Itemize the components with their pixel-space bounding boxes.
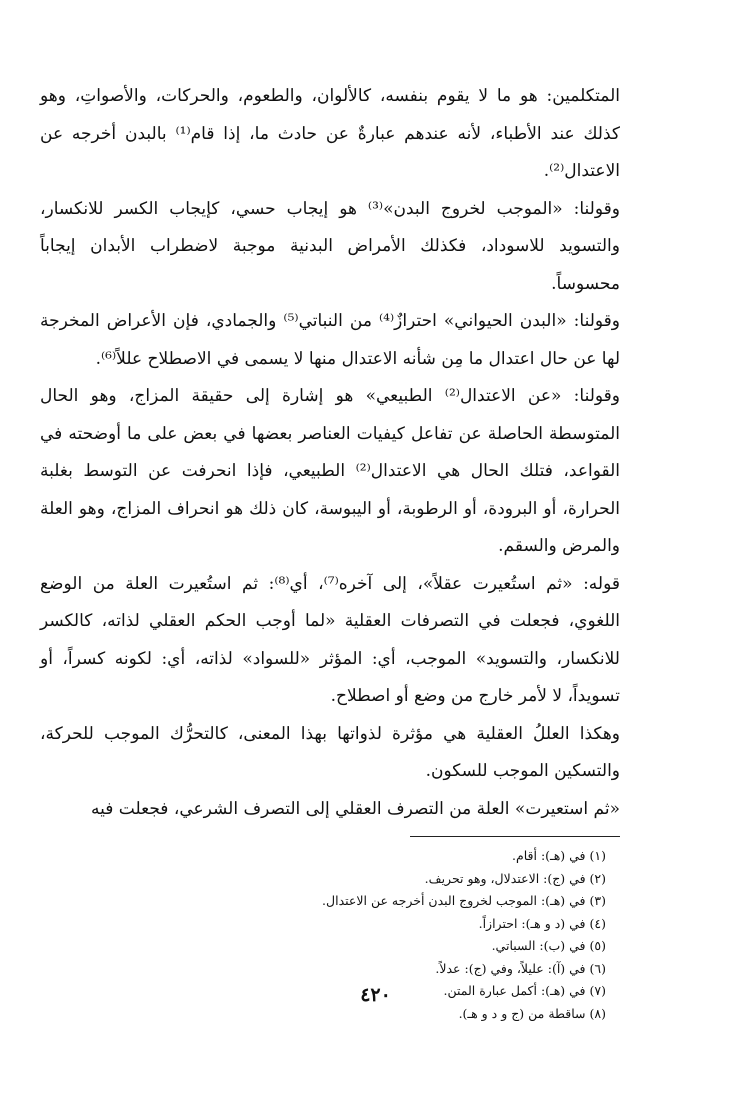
footnote-7: (٧) في (هـ): أكمل عبارة المتن.	[443, 983, 606, 998]
footnote-separator	[410, 836, 620, 837]
paragraph-1: المتكلمين: هو ما لا يقوم بنفسه، كالألوان، والطعوم، والحركات، والأصواتِ، وهو كذلك عند الأطباء، لأنه عندهم عبارةٌ عن حادث ما، إذا قام⁽¹⁾ بالبدن أخرجه عن الاعتدال⁽²⁾.	[40, 86, 620, 181]
paragraph-6: وهكذا العللُ العقلية هي مؤثرة لذواتها بهذا المعنى، كالتحرُّك الموجب للحركة، والتسكين الموجب للسكون.	[40, 723, 620, 781]
paragraph-3: وقولنا: «البدن الحيواني» احترازٌ⁽⁴⁾ من النباتي⁽⁵⁾ والجمادي، فإن الأعراض المخرجة لها عن حال اعتدال ما مِن شأنه الاعتدال منها لا يسمى في الاصطلاح عللاً⁽⁶⁾.	[40, 311, 621, 369]
footnote-5: (٥) في (ب): السباتي.	[491, 938, 606, 953]
paragraph-5: قوله: «ثم استُعيرت عقلاً»، إلى آخره⁽⁷⁾، أي⁽⁸⁾: ثم استُعيرت العلة من الوضع اللغوي، فجعلت في التصرفات العقلية «لما أوجب الحكم العقلي لذاته، كالكسر للانكسار، والتسويد» الموجب، أي: المؤثر «للسواد» لذاته، أي: لكونه كسراً، أو تسويداً، لا لأمر خارج من وضع أو اصطلاح.	[40, 573, 620, 706]
footnote-6: (٦) في (آ): عليلاً، وفي (ج): عدلاً.	[435, 960, 606, 976]
paragraph-2: وقولنا: «الموجب لخروج البدن»⁽³⁾ هو إيجاب حسي، كإيجاب الكسر للانكسار، والتسويد للاسوداد، فكذلك الأمراض البدنية موجبة لاضطراب الأبدان إيجاباً محسوساً.	[40, 198, 620, 294]
page-body	[40, 78, 620, 1025]
page-number: ٤٢٠	[360, 984, 391, 1006]
footnote-4: (٤) في (د و هـ): احترازاً.	[478, 915, 606, 931]
footnote-2: (٢) في (ج): الاعتدلال، وهو تحريف.	[424, 870, 606, 886]
footnote-1: (١) في (هـ): أقام.	[512, 848, 606, 863]
paragraph-7: «ثم استعيرت» العلة من التصرف العقلي إلى التصرف الشرعي، فجعلت فيه	[91, 798, 620, 819]
paragraph-4: وقولنا: «عن الاعتدال⁽²⁾ الطبيعي» هو إشارة إلى حقيقة المزاج، وهو الحال المتوسطة الحاصلة عن تفاعل كيفيات العناصر بعضها في بعض على ما أوضحته في القواعد، فتلك الحال هي الاعتدال⁽²⁾ الطبيعي، فإذا انحرفت عن التوسط بغلبة الحرارة، أو البرودة، أو الرطوبة، أو اليبوسة، كان ذلك هو انحراف المزاج، وهو العلة والمرض والسقم.	[40, 386, 620, 556]
footnote-8: (٨) ساقطة من (ج و د و هـ).	[458, 1005, 606, 1021]
footnote-3: (٣) في (هـ): الموجب لخروج البدن أخرجه عن الاعتدال.	[322, 893, 606, 908]
